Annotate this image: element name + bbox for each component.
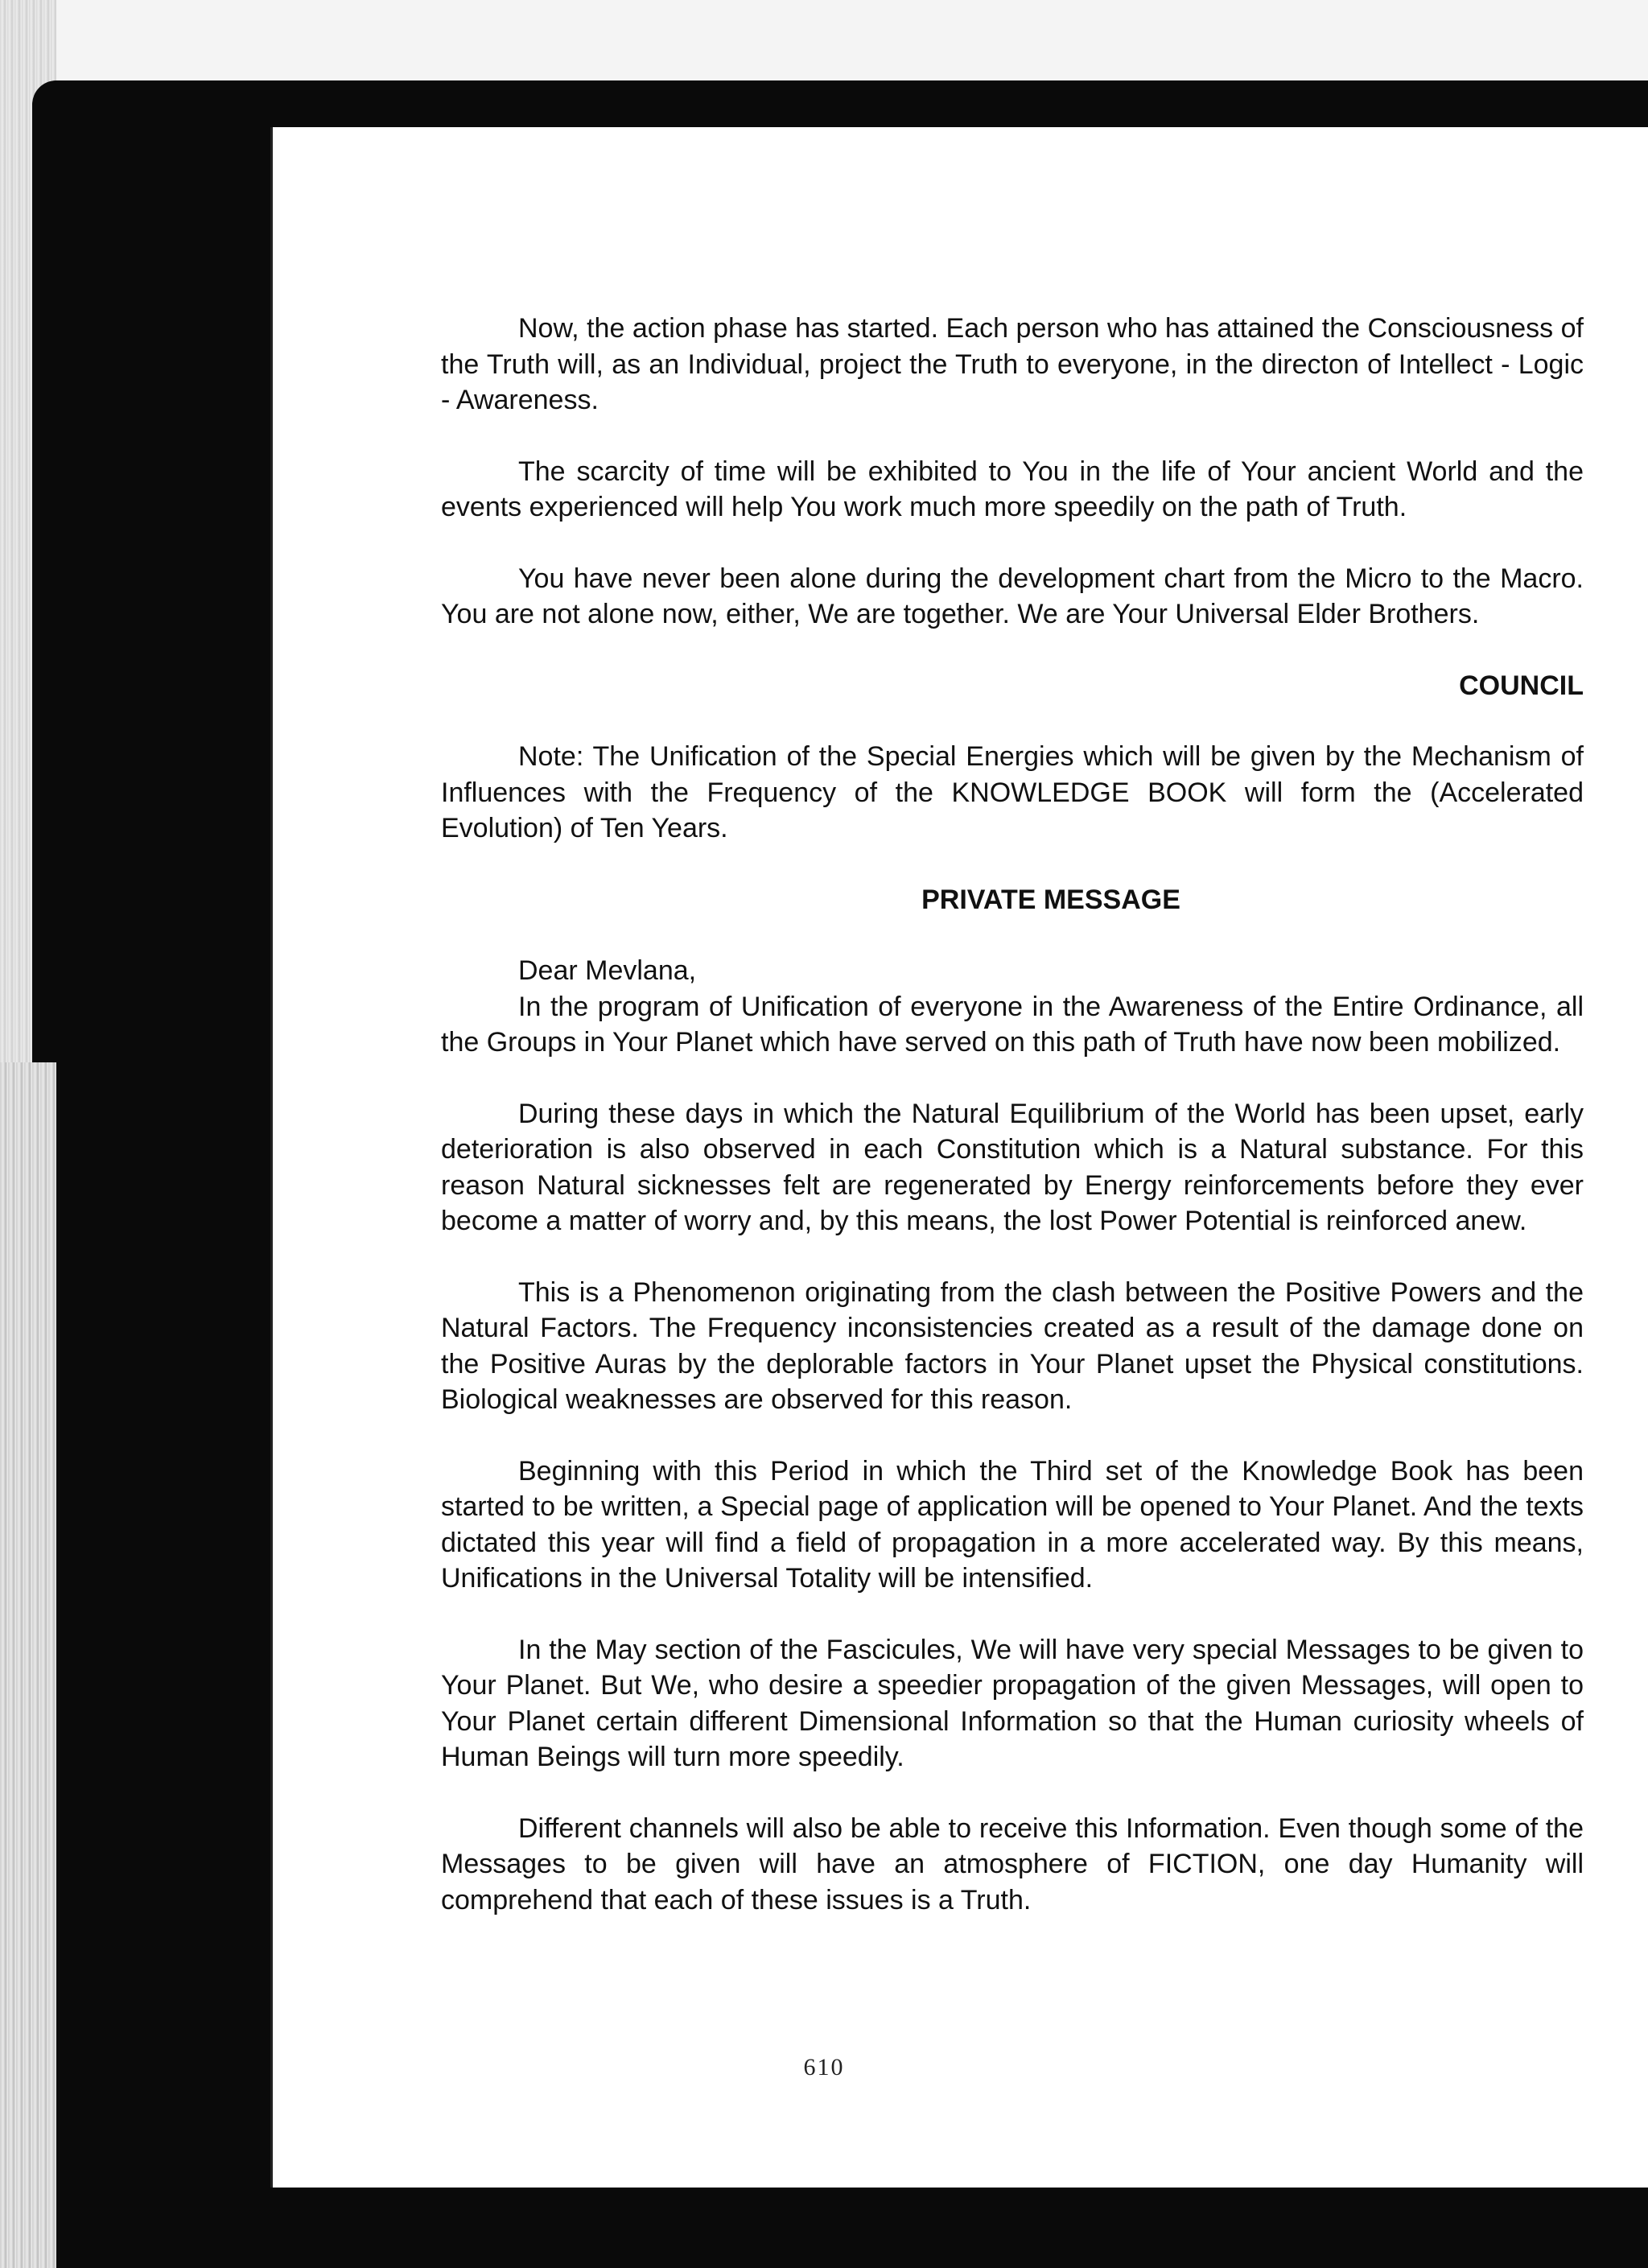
paragraph: You have never been alone during the development chart from the Micro to the Macro. You are not alone now, either, We are together. We are Your Universal Elder Brothers. — [441, 563, 1584, 629]
page-number: 610 — [803, 2054, 845, 2080]
paragraph: In the program of Unification of everyone in the Awareness of the Entire Ordinance, all the Groups in Your Planet which have served on this path of Truth have now been mobilized. — [441, 991, 1584, 1058]
page-body — [441, 311, 1584, 1918]
salutation: Dear Mevlana, — [518, 955, 697, 986]
signature-council: COUNCIL — [1459, 670, 1584, 701]
paragraph: The scarcity of time will be exhibited to You in the life of Your ancient World and the events experienced will help You work much more speedily on the path of Truth. — [441, 456, 1584, 522]
section-heading: PRIVATE MESSAGE — [921, 884, 1180, 915]
paragraph: Now, the action phase has started. Each person who has attained the Consciousness of the Truth will, as an Individual, project the Truth to everyone, in the directon of Intellect - Logic - Awareness. — [441, 313, 1584, 415]
paragraph: During these days in which the Natural Equilibrium of the World has been upset, early deterioration is also observed in each Constitution which is a Natural substance. For this reason Natural sicknesses felt are regenerated by Energy reinforcements before they ever become a matter of worry and, by this means, the lost Power Potential is reinforced anew. — [441, 1098, 1584, 1236]
paragraph: Different channels will also be able to receive this Information. Even though some of the Messages to be given will have an atmosphere of FICTION, one day Humanity will comprehend that each of these issues is a Truth. — [441, 1812, 1584, 1915]
paragraph-note: Note: The Unification of the Special Energies which will be given by the Mechanism of Influences with the Frequency of the KNOWLEDGE BOOK will form the (Accelerated Evolution) of Ten Years. — [441, 741, 1584, 843]
paragraph: Beginning with this Period in which the Third set of the Knowledge Book has been started to be written, a Special page of application will be opened to Your Planet. And the texts dictated this year will find a field of propagation in a more accelerated way. By this means, Unifications in the Universal Totality will be intensified. — [441, 1455, 1584, 1594]
paragraph: In the May section of the Fascicules, We will have very special Messages to be given to Your Planet. But We, who desire a speedier propagation of the given Messages, will open to Your Planet certain different Dimensional Information so that the Human curiosity wheels of Human Beings will turn more speedily. — [441, 1634, 1584, 1772]
scan-edge-strip-lower — [0, 1062, 56, 2268]
paragraph: This is a Phenomenon originating from the clash between the Positive Powers and the Natural Factors. The Frequency inconsistencies created as a result of the damage done on the Positive Auras by the deplorable factors in Your Planet upset the Physical constitutions. Biological weaknesses are observed for this reason. — [441, 1276, 1584, 1415]
